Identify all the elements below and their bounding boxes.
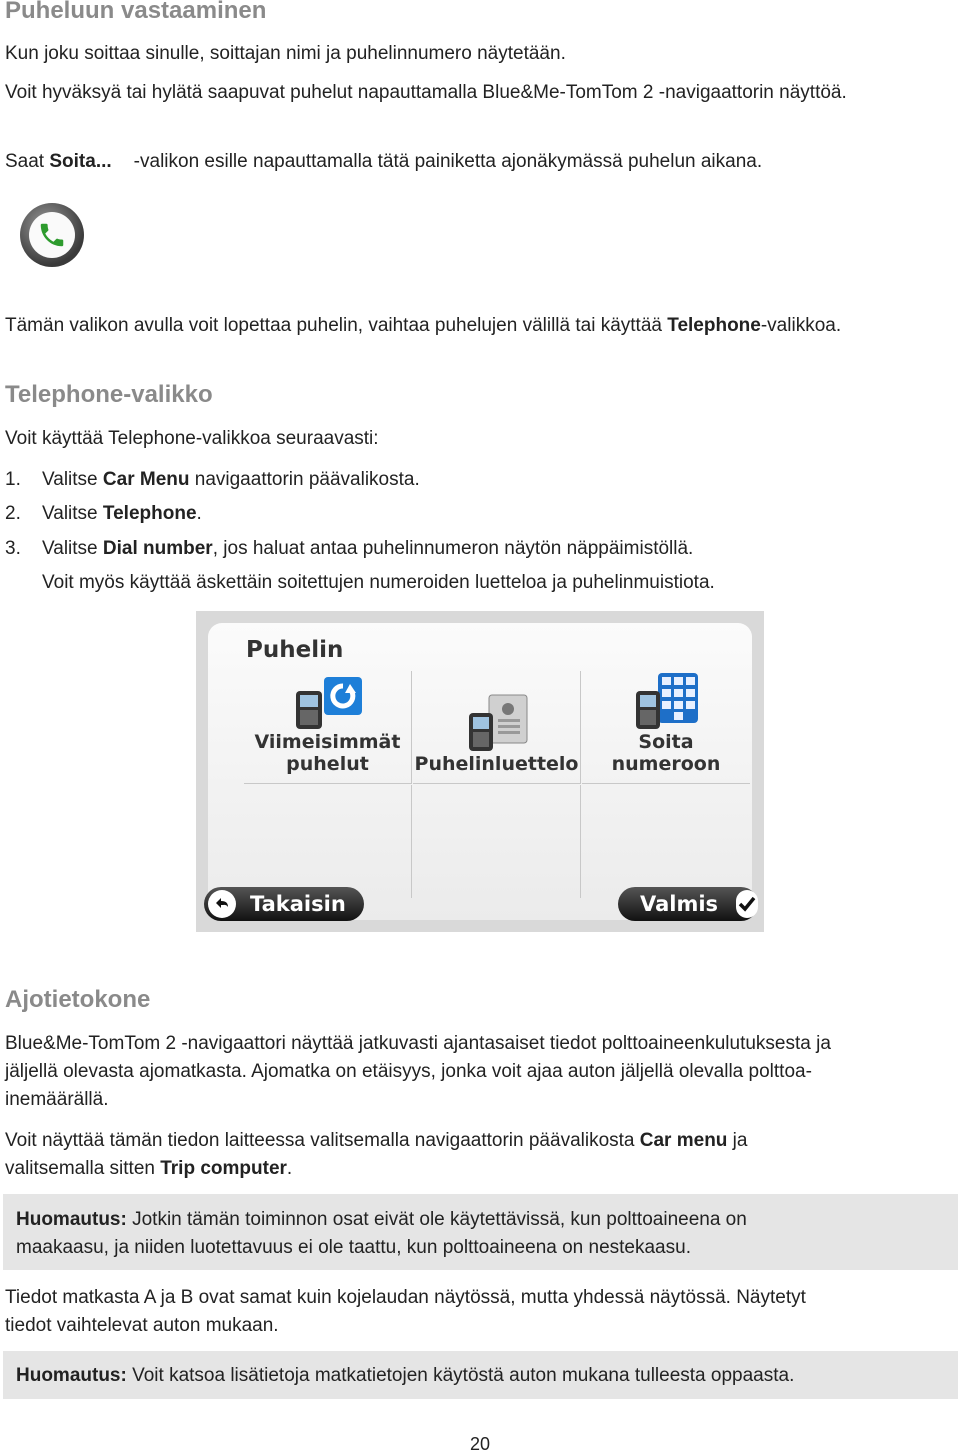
text: Voit näyttää tämän tiedon laitteessa valitsemalla navigaattorin päävalikosta bbox=[5, 1130, 640, 1151]
bold-text: Dial number bbox=[102, 538, 213, 559]
text: Valitse bbox=[42, 503, 103, 524]
bold-text: Telephone bbox=[667, 315, 761, 336]
phone-handset-icon[interactable] bbox=[20, 203, 84, 267]
device-screen bbox=[196, 611, 764, 932]
done-button[interactable] bbox=[618, 887, 758, 921]
back-label: Takaisin bbox=[250, 892, 346, 916]
paragraph-line: inemäärällä. bbox=[5, 1089, 109, 1110]
bold-text: Telephone bbox=[102, 503, 197, 524]
note-label: Huomautus: bbox=[16, 1209, 127, 1230]
tile-label: Puhelinluettelo bbox=[414, 753, 579, 775]
step-number: 2. bbox=[5, 503, 21, 524]
paragraph: Voit hyväksyä tai hylätä saapuvat puhelut napauttamalla Blue&Me-TomTom 2 -navigaattorin näyttöä. bbox=[5, 82, 847, 103]
paragraph: Voit käyttää Telephone-valikkoa seuraavasti: bbox=[5, 428, 379, 449]
bold-text: Car Menu bbox=[102, 469, 190, 490]
phonebook-icon bbox=[461, 693, 533, 753]
list-item bbox=[5, 535, 694, 563]
text: Valitse bbox=[42, 538, 103, 559]
text: . bbox=[286, 1158, 293, 1179]
step-number: 3. bbox=[5, 538, 21, 559]
page-number: 20 bbox=[469, 1434, 491, 1454]
paragraph-line: tiedot vaihtelevat auton mukaan. bbox=[5, 1315, 279, 1336]
screen-title: Puhelin bbox=[246, 637, 344, 663]
check-icon bbox=[736, 890, 758, 918]
tile-label: Soita numeroon bbox=[611, 731, 721, 775]
recent-calls-icon bbox=[292, 675, 364, 731]
paragraph-line: Blue&Me-TomTom 2 -navigaattori näyttää jatkuvasti ajantasaiset tiedot polttoaineenkulutuksesta ja bbox=[5, 1033, 831, 1054]
text: Valitse bbox=[42, 469, 103, 490]
text: . bbox=[196, 503, 202, 524]
note-line bbox=[16, 1362, 794, 1390]
note-line bbox=[16, 1206, 747, 1234]
bold-text: Soita... bbox=[49, 151, 112, 172]
paragraph bbox=[5, 148, 762, 176]
text: navigaattorin päävalikosta. bbox=[189, 469, 420, 490]
text: valitsemalla sitten bbox=[5, 1158, 161, 1179]
section-heading-trip-computer: Ajotietokone bbox=[5, 986, 151, 1013]
text: Jotkin tämän toiminnon osat eivät ole käytettävissä, kun polttoaineena on bbox=[126, 1209, 747, 1230]
paragraph-line: Tiedot matkasta A ja B ovat samat kuin kojelaudan näytössä, mutta yhdessä näytössä. Näytetyt bbox=[5, 1287, 806, 1308]
note-line: maakaasu, ja niiden luotettavuus ei ole taattu, kun polttoaineena on nestekaasu. bbox=[16, 1237, 691, 1258]
list-item bbox=[5, 466, 420, 494]
tile-recent-calls[interactable] bbox=[244, 671, 412, 784]
keypad-icon bbox=[630, 671, 702, 731]
tile-empty bbox=[582, 785, 750, 898]
tile-empty bbox=[244, 785, 412, 898]
text: Voit katsoa lisätietoja matkatietojen käytöstä auton mukana tulleesta oppaasta. bbox=[126, 1365, 795, 1386]
tile-empty bbox=[413, 785, 581, 898]
paragraph: Voit myös käyttää äskettäin soitettujen numeroiden luetteloa ja puhelinmuistiota. bbox=[42, 572, 715, 593]
paragraph-line bbox=[5, 1155, 292, 1183]
text: , jos haluat antaa puhelinnumeron näytön näppäimistöllä. bbox=[212, 538, 694, 559]
list-item bbox=[5, 500, 202, 528]
paragraph: Kun joku soittaa sinulle, soittajan nimi ja puhelinnumero näytetään. bbox=[5, 43, 566, 64]
text: Saat bbox=[5, 151, 50, 172]
tile-label: Viimeisimmät puhelut bbox=[254, 731, 401, 775]
paragraph bbox=[5, 312, 841, 340]
section-heading-answer-call: Puheluun vastaaminen bbox=[5, 0, 267, 24]
paragraph-line: jäljellä olevasta ajomatkasta. Ajomatka on etäisyys, jonka voit ajaa auton jäljellä olevalla polttoa- bbox=[5, 1061, 812, 1082]
text: Tämän valikon avulla voit lopettaa puhelin, vaihtaa puhelujen välillä tai käyttää bbox=[5, 315, 668, 336]
bold-text: Car menu bbox=[639, 1130, 728, 1151]
paragraph-line bbox=[5, 1127, 747, 1155]
done-label: Valmis bbox=[640, 892, 719, 916]
note-box bbox=[3, 1194, 958, 1270]
note-label: Huomautus: bbox=[16, 1365, 127, 1386]
screen-panel bbox=[208, 623, 752, 920]
back-button[interactable] bbox=[204, 887, 364, 921]
text: -valikon esille napauttamalla tätä painiketta ajonäkymässä puhelun aikana. bbox=[133, 151, 763, 172]
text: ja bbox=[727, 1130, 748, 1151]
step-number: 1. bbox=[5, 469, 21, 490]
menu-grid bbox=[244, 671, 754, 897]
tile-phonebook[interactable] bbox=[413, 671, 581, 784]
note-box bbox=[3, 1351, 958, 1399]
section-heading-telephone-menu: Telephone-valikko bbox=[5, 381, 213, 408]
text: -valikkoa. bbox=[760, 315, 842, 336]
tile-dial-number[interactable] bbox=[582, 671, 750, 784]
back-arrow-icon bbox=[208, 890, 236, 918]
bold-text: Trip computer bbox=[160, 1158, 287, 1179]
